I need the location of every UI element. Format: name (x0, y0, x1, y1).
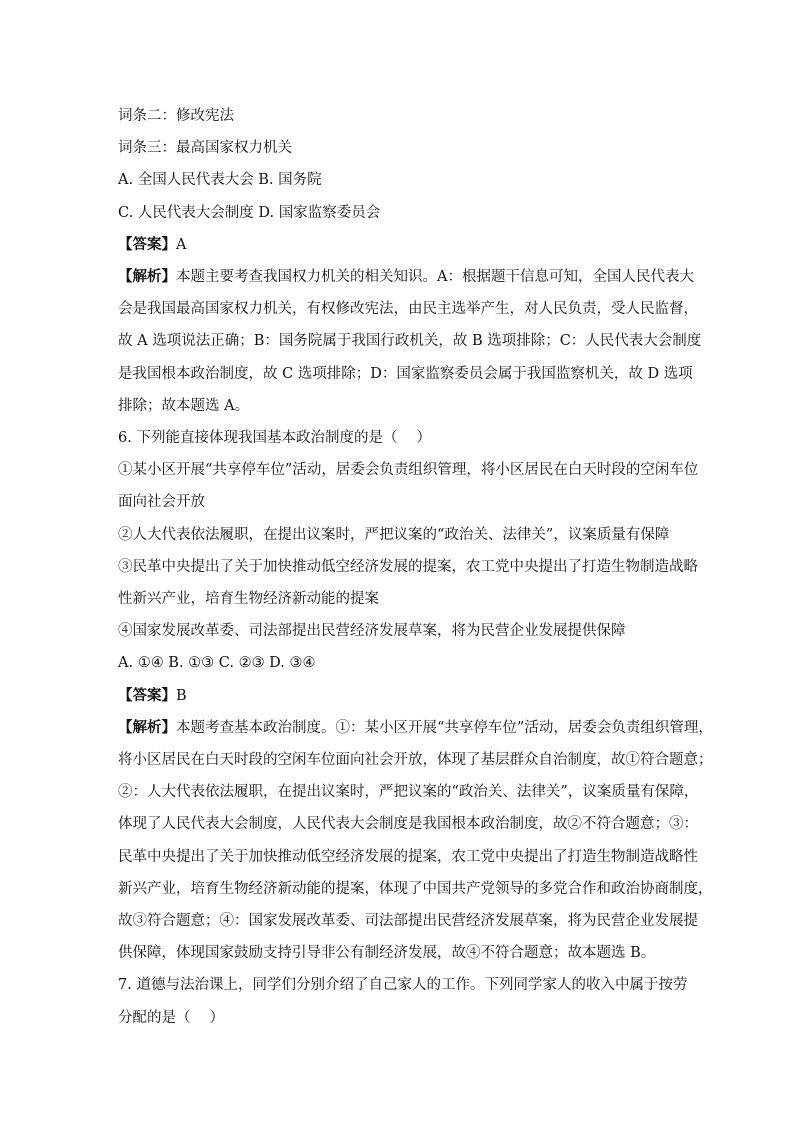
analysis-line: 新兴产业，培育生物经济新动能的提案，体现了中国共产党领导的多党合作和政治协商制度， (118, 880, 713, 897)
analysis-line: 故③符合题意；④：国家发展改革委、司法部提出民营经济发展草案，将为民营企业发展提 (118, 913, 698, 930)
option-line: C. 人民代表大会制度 D. 国家监察委员会 (118, 204, 381, 221)
question-line: 分配的是（ ） (118, 1009, 225, 1026)
analysis-label: 【解析】 (118, 718, 176, 736)
answer-line: 【答案】A (118, 235, 187, 253)
answer-line: 【答案】B (118, 686, 187, 704)
answer-label: 【答案】 (118, 235, 176, 253)
statement-line: 面向社会开放 (118, 494, 205, 511)
text-line: 词条三：最高国家权力机关 (118, 140, 292, 157)
statement-line: 性新兴产业，培育生物经济新动能的提案 (118, 591, 379, 608)
statement-line: ③民革中央提出了关于加快推动低空经济发展的提案，农工党中央提出了打造生物制造战略 (118, 558, 698, 575)
analysis-line: 体现了人民代表大会制度，人民代表大会制度是我国根本政治制度，故②不符合题意；③： (118, 816, 698, 833)
statement-line: ①某小区开展“共享停车位”活动，居委会负责组织管理，将小区居民在白天时段的空闲车位 (118, 462, 699, 479)
analysis-line: 会是我国最高国家权力机关，有权修改宪法，由民主选举产生，对人民负责，受人民监督， (118, 301, 698, 318)
statement-line: ④国家发展改革委、司法部提出民营经济发展草案，将为民营企业发展提供保障 (118, 623, 626, 640)
analysis-line: 故 A 选项说法正确；B：国务院属于我国行政机关，故 B 选项排除；C：人民代表大会制度 (118, 333, 702, 350)
question-line: 7. 道德与法治课上，同学们分别介绍了自己家人的工作。下列同学家人的收入中属于按劳 (118, 977, 688, 994)
analysis-line: 供保障，体现国家鼓励支持引导非公有制经济发展，故④不符合题意；故本题选 B。 (118, 945, 656, 962)
option-line: A. ①④ B. ①③ C. ②③ D. ③④ (118, 655, 316, 672)
analysis-line: 排除；故本题选 A。 (118, 397, 250, 414)
analysis-line: ②：人大代表依法履职，在提出议案时，严把议案的“政治关、法律关”，议案质量有保障， (118, 784, 699, 801)
analysis-line: 【解析】本题主要考查我国权力机关的相关知识。A：根据题干信息可知，全国人民代表大 (118, 268, 694, 286)
text-line: 词条二：修改宪法 (118, 108, 234, 124)
statement-line: ②人大代表依法履职，在提出议案时，严把议案的“政治关、法律关”，议案质量有保障 (118, 526, 670, 543)
analysis-line: 民革中央提出了关于加快推动低空经济发展的提案，农工党中央提出了打造生物制造战略性 (118, 848, 698, 865)
answer-label: 【答案】 (118, 686, 176, 704)
question-line: 6. 下列能直接体现我国基本政治制度的是（ ） (118, 430, 432, 447)
analysis-line: 将小区居民在白天时段的空闲车位面向社会开放，体现了基层群众自治制度，故①符合题意； (118, 752, 713, 769)
analysis-label: 【解析】 (118, 268, 176, 286)
analysis-line: 是我国根本政治制度，故 C 选项排除；D：国家监察委员会属于我国监察机关，故 D 选项 (118, 365, 693, 382)
option-line: A. 全国人民代表大会 B. 国务院 (118, 172, 322, 189)
analysis-line: 【解析】本题考查基本政治制度。①：某小区开展“共享停车位”活动，居委会负责组织管理， (118, 718, 713, 736)
